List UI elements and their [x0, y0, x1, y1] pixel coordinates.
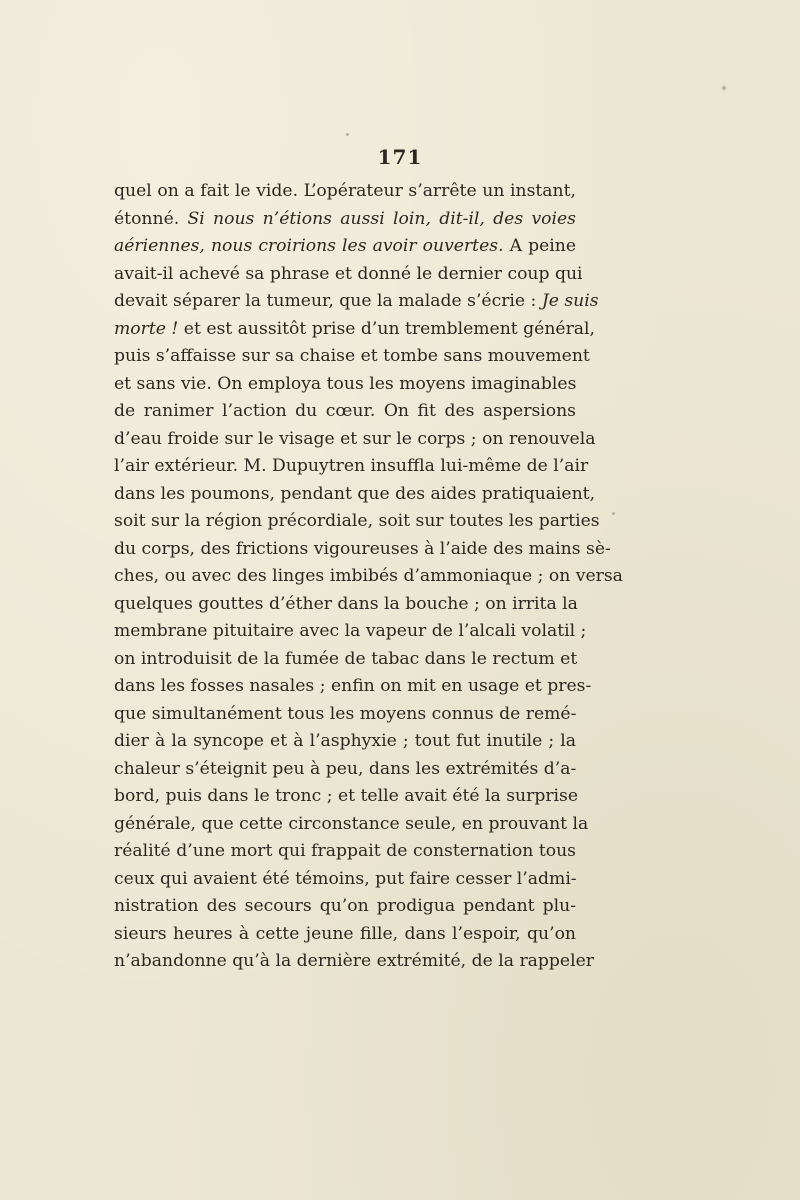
- italic-text: Si nous n’étions aussi loin, dit-il, des voies: [187, 208, 576, 229]
- text-segment: dans les poumons, pendant que des aides pratiquaient,: [114, 483, 596, 504]
- text-line: [114, 921, 576, 949]
- text-line: [114, 453, 589, 481]
- text-segment: dans les fosses nasales ; enfin on mit en usage et pres-: [114, 676, 592, 696]
- text-line: [114, 811, 589, 839]
- text-segment: avait-il achevé sa phrase et donné le dernier coup qui: [114, 263, 583, 284]
- page-number: 171: [377, 145, 423, 169]
- text-segment: ches, ou avec des linges imbibés d’ammoniaque ; on versa: [114, 566, 623, 586]
- text-segment: d’eau froide sur le visage et sur le corps ; on renouvela: [114, 428, 596, 449]
- italic-text: aériennes, nous croirions les avoir ouvertes.: [114, 236, 504, 256]
- text-segment: puis s’affaisse sur sa chaise et tombe sans mouvement: [114, 346, 590, 366]
- text-line: [114, 866, 576, 894]
- text-segment: étonné.: [114, 208, 188, 229]
- text-line: [114, 893, 576, 921]
- text-line: [114, 371, 576, 399]
- text-line: [114, 206, 576, 234]
- text-line: [114, 728, 576, 756]
- text-segment: ceux qui avaient été témoins, put faire cesser l’admi-: [114, 868, 577, 889]
- text-line: [114, 536, 611, 564]
- text-segment: dier à la syncope et à l’asphyxie ; tout fut inutile ; la: [114, 731, 576, 751]
- text-line: [114, 508, 600, 536]
- text-segment: devait séparer la tumeur, que la malade s’écrie :: [114, 291, 542, 311]
- text-segment: bord, puis dans le tronc ; et telle avait été la surprise: [114, 786, 579, 806]
- text-segment: que simultanément tous les moyens connus de remé-: [114, 703, 577, 724]
- paper-speck: [346, 133, 349, 136]
- text-line: [114, 261, 583, 289]
- text-segment: A peine: [503, 236, 576, 256]
- text-line: [114, 646, 576, 674]
- text-line: [114, 481, 596, 509]
- text-segment: et est aussitôt prise d’un tremblement général,: [178, 318, 596, 339]
- text-line: [114, 618, 587, 646]
- text-segment: l’air extérieur. M. Dupuytren insuffla lui-même de l’air: [114, 456, 589, 476]
- text-line: [114, 233, 576, 261]
- text-line: [114, 838, 576, 866]
- italic-text: morte !: [114, 318, 179, 339]
- text-segment: de ranimer l’action du cœur. On fit des aspersions: [114, 401, 576, 421]
- text-segment: chaleur s’éteignit peu à peu, dans les extrémités d’a-: [114, 758, 577, 779]
- text-line: [114, 673, 592, 701]
- text-segment: et sans vie. On employa tous les moyens imaginables: [114, 373, 577, 394]
- text-segment: réalité d’une mort qui frappait de consternation tous: [114, 841, 576, 861]
- text-line: [114, 783, 579, 811]
- text-segment: quelques gouttes d’éther dans la bouche ; on irrita la: [114, 593, 578, 614]
- text-segment: quel on a fait le vide. L’opérateur s’arrête un instant,: [114, 181, 576, 201]
- paper-speck: [722, 86, 726, 90]
- text-segment: membrane pituitaire avec la vapeur de l’alcali volatil ;: [114, 621, 587, 641]
- text-line: [114, 178, 576, 206]
- text-line: [114, 756, 576, 784]
- paper-speck: [612, 512, 615, 515]
- text-line: [114, 398, 576, 426]
- body-text: [114, 178, 623, 976]
- text-segment: du corps, des frictions vigoureuses à l’aide des mains sè-: [114, 538, 611, 559]
- text-segment: générale, que cette circonstance seule, en prouvant la: [114, 813, 589, 834]
- text-segment: sieurs heures à cette jeune fille, dans l’espoir, qu’on: [114, 923, 576, 944]
- text-line: [114, 316, 596, 344]
- text-line: [114, 701, 576, 729]
- text-line: [114, 948, 594, 976]
- text-segment: soit sur la région précordiale, soit sur toutes les parties: [114, 511, 600, 531]
- text-segment: nistration des secours qu’on prodigua pendant plu-: [114, 896, 576, 916]
- text-line: [114, 288, 599, 316]
- text-line: [114, 426, 596, 454]
- italic-text: Je suis: [541, 291, 599, 311]
- text-segment: on introduisit de la fumée de tabac dans le rectum et: [114, 648, 578, 669]
- text-line: [114, 591, 576, 619]
- text-line: [114, 563, 623, 591]
- text-line: [114, 343, 590, 371]
- text-segment: n’abandonne qu’à la dernière extrémité, de la rappeler: [114, 951, 594, 971]
